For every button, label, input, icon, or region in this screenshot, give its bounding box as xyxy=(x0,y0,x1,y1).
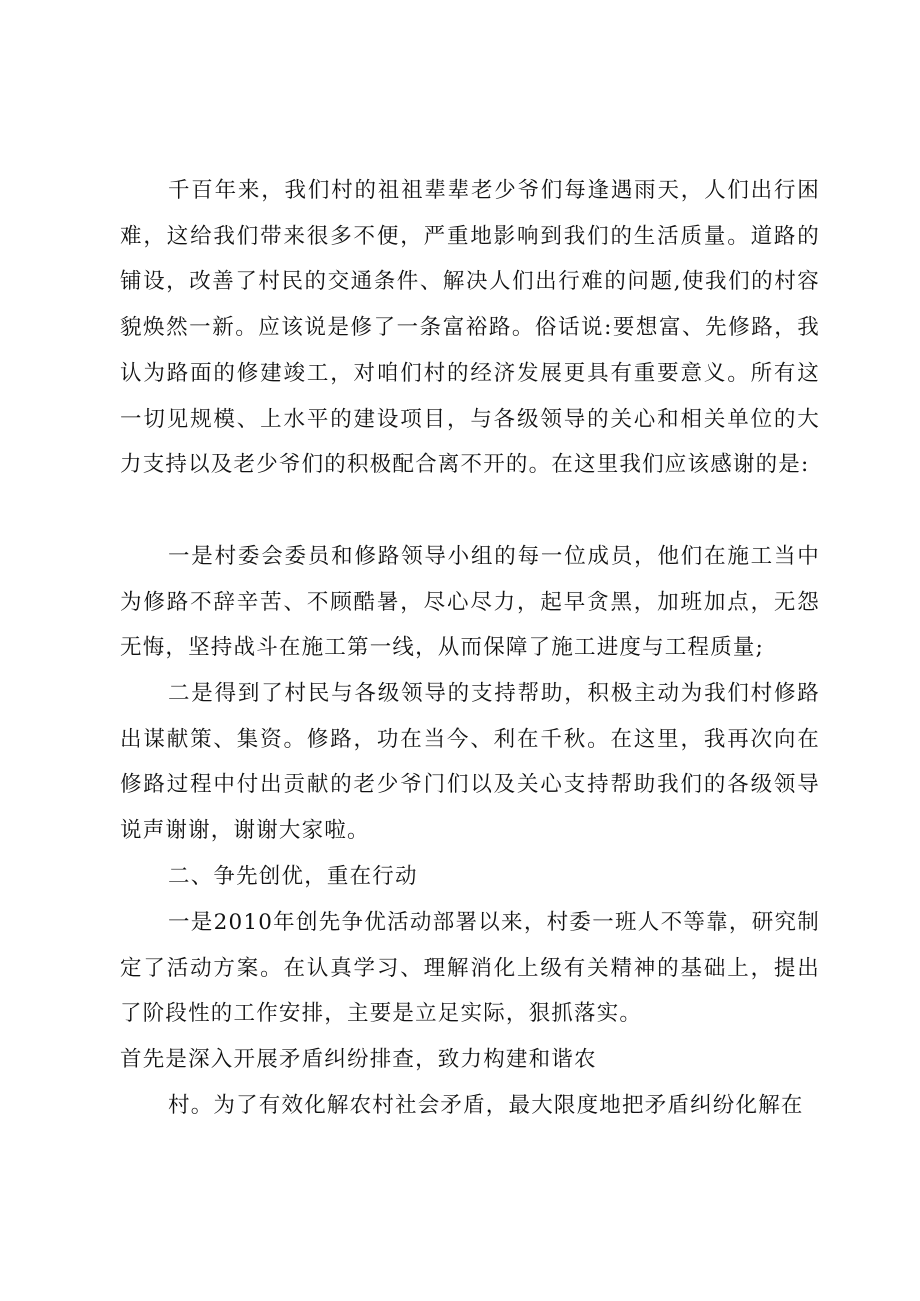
paragraph-6: 村。为了有效化解农村社会矛盾，最大限度地把矛盾纠纷化解在 xyxy=(168,1093,804,1118)
paragraph-1: 千百年来，我们村的祖祖辈辈老少爷们每逢遇雨天，人们出行困难，这给我们带来很多不便，严重地影响到我们的生活质量。道路的铺设，改善了村民的交通条件、解决人们出行难的问题,使我们的村容貌焕然一新。应该说是修了一条富裕路。俗话说:要想富、先修路，我认为路面的修建竣工，对咱们村的经济发展更具有重要意义。所有这一切见规模、上水平的建设项目，与各级领导的关心和相关单位的大力支持以及老少爷们的积极配合离不开的。在这里我们应该感谢的是: xyxy=(120,178,820,478)
paragraph-4: 一是2010年创先争优活动部署以来，村委一班人不等靠，研究制定了活动方案。在认真学习、理解消化上级有关精神的基础上，提出了阶段性的工作安排，主要是立足实际，狠抓落实。 xyxy=(120,910,820,1027)
paragraph-2: 一是村委会委员和修路领导小组的每一位成员，他们在施工当中为修路不辞辛苦、不顾酷暑，尽心尽力，起早贪黑，加班加点，无怨无悔，坚持战斗在施工第一线，从而保障了施工进度与工程质量; xyxy=(120,544,820,661)
paragraph-3: 二是得到了村民与各级领导的支持帮助，积极主动为我们村修路出谋献策、集资。修路，功在当今、利在千秋。在这里，我再次向在修路过程中付出贡献的老少爷门们以及关心支持帮助我们的各级领导说声谢谢，谢谢大家啦。 xyxy=(120,681,820,844)
paragraph-5: 首先是深入开展矛盾纠纷排查，致力构建和谐农 xyxy=(120,1047,597,1072)
section-heading: 二、争先创优，重在行动 xyxy=(168,864,418,889)
